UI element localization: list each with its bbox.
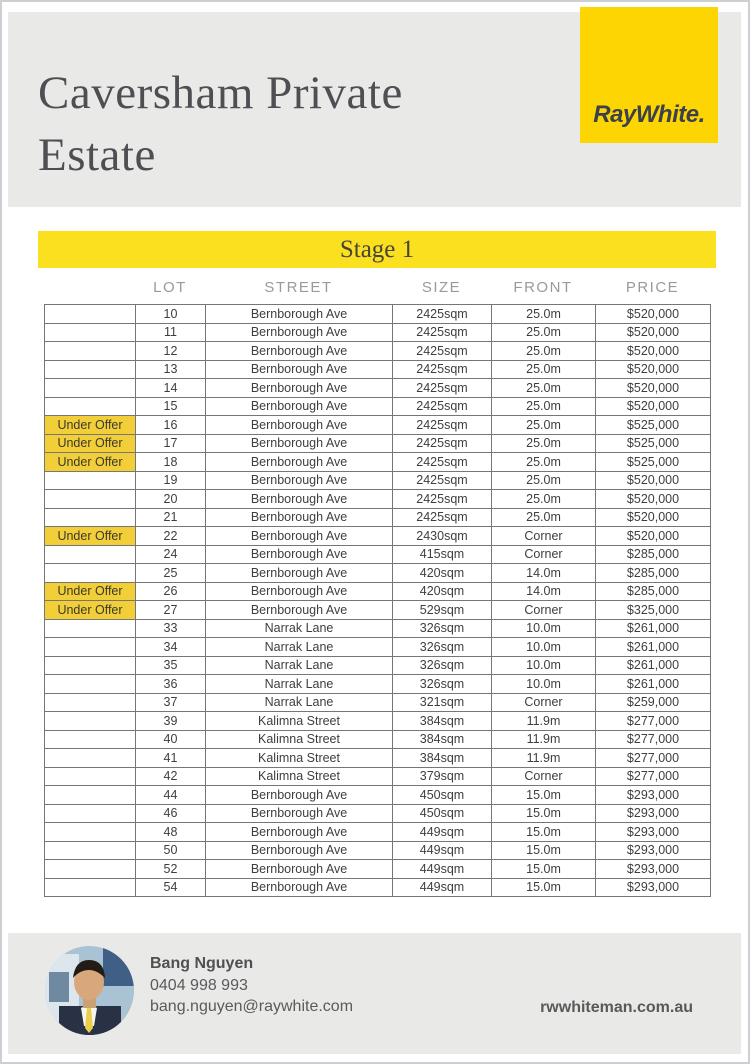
lot-cell: 16: [136, 416, 206, 435]
street-cell: Narrak Lane: [206, 675, 393, 694]
street-cell: Narrak Lane: [206, 656, 393, 675]
size-cell: 420sqm: [393, 564, 492, 583]
lot-cell: 41: [136, 749, 206, 768]
price-cell: $520,000: [596, 360, 711, 379]
lot-cell: 39: [136, 712, 206, 731]
lot-cell: 25: [136, 564, 206, 583]
front-cell: 15.0m: [492, 878, 596, 897]
table-row: [45, 601, 711, 620]
lot-cell: 22: [136, 527, 206, 546]
lots-table: [44, 304, 711, 897]
street-cell: Kalimna Street: [206, 749, 393, 768]
front-cell: 10.0m: [492, 638, 596, 657]
price-cell: $259,000: [596, 693, 711, 712]
status-cell: [45, 545, 136, 564]
price-cell: $525,000: [596, 416, 711, 435]
price-cell: $520,000: [596, 379, 711, 398]
status-cell: [45, 508, 136, 527]
size-cell: 415sqm: [393, 545, 492, 564]
lot-cell: 17: [136, 434, 206, 453]
agent-photo: [45, 946, 134, 1035]
front-cell: 14.0m: [492, 564, 596, 583]
street-cell: Bernborough Ave: [206, 397, 393, 416]
front-cell: Corner: [492, 601, 596, 620]
column-header-size: SIZE: [421, 279, 462, 296]
size-cell: 2425sqm: [393, 416, 492, 435]
front-cell: Corner: [492, 545, 596, 564]
status-cell: [45, 786, 136, 805]
front-cell: 10.0m: [492, 656, 596, 675]
price-cell: $293,000: [596, 823, 711, 842]
size-cell: 2425sqm: [393, 453, 492, 472]
front-cell: 25.0m: [492, 434, 596, 453]
column-header-street: STREET: [264, 279, 333, 296]
price-cell: $520,000: [596, 323, 711, 342]
front-cell: 14.0m: [492, 582, 596, 601]
table-row: [45, 379, 711, 398]
front-cell: 15.0m: [492, 804, 596, 823]
front-cell: 25.0m: [492, 508, 596, 527]
price-cell: $293,000: [596, 804, 711, 823]
street-cell: Kalimna Street: [206, 767, 393, 786]
table-row: [45, 323, 711, 342]
lot-cell: 14: [136, 379, 206, 398]
size-cell: 384sqm: [393, 749, 492, 768]
table-row: [45, 656, 711, 675]
status-cell: [45, 823, 136, 842]
lot-cell: 42: [136, 767, 206, 786]
lot-cell: 46: [136, 804, 206, 823]
lot-cell: 26: [136, 582, 206, 601]
street-cell: Bernborough Ave: [206, 823, 393, 842]
table-row: [45, 619, 711, 638]
price-cell: $285,000: [596, 582, 711, 601]
agent-email[interactable]: bang.nguyen@raywhite.com: [150, 998, 354, 1015]
size-cell: 2425sqm: [393, 379, 492, 398]
street-cell: Kalimna Street: [206, 730, 393, 749]
street-cell: Bernborough Ave: [206, 490, 393, 509]
table-row: [45, 434, 711, 453]
street-cell: Bernborough Ave: [206, 582, 393, 601]
agency-website[interactable]: rwwhiteman.com.au: [540, 999, 693, 1016]
size-cell: 420sqm: [393, 582, 492, 601]
lot-cell: 37: [136, 693, 206, 712]
table-row: [45, 860, 711, 879]
street-cell: Bernborough Ave: [206, 453, 393, 472]
lot-cell: 44: [136, 786, 206, 805]
lot-cell: 34: [136, 638, 206, 657]
table-row: [45, 767, 711, 786]
price-cell: $261,000: [596, 656, 711, 675]
table-row: [45, 712, 711, 731]
column-header-spacer: [44, 276, 135, 300]
size-cell: 449sqm: [393, 823, 492, 842]
price-cell: $520,000: [596, 508, 711, 527]
raywhite-logo-text: RayWhite.: [593, 101, 705, 128]
lot-cell: 48: [136, 823, 206, 842]
price-cell: $293,000: [596, 878, 711, 897]
status-cell: [45, 693, 136, 712]
price-cell: $293,000: [596, 786, 711, 805]
status-cell: [45, 379, 136, 398]
size-cell: 2425sqm: [393, 397, 492, 416]
page-footer: [8, 933, 741, 1054]
lot-cell: 40: [136, 730, 206, 749]
lot-cell: 52: [136, 860, 206, 879]
street-cell: Kalimna Street: [206, 712, 393, 731]
column-header-front: FRONT: [513, 279, 573, 296]
status-cell: [45, 767, 136, 786]
status-cell: [45, 656, 136, 675]
status-cell: [45, 841, 136, 860]
size-cell: 2425sqm: [393, 323, 492, 342]
price-cell: $277,000: [596, 712, 711, 731]
street-cell: Bernborough Ave: [206, 508, 393, 527]
size-cell: 529sqm: [393, 601, 492, 620]
front-cell: 25.0m: [492, 397, 596, 416]
street-cell: Bernborough Ave: [206, 416, 393, 435]
under-offer-badge: Under Offer: [45, 601, 136, 620]
front-cell: 25.0m: [492, 323, 596, 342]
front-cell: 15.0m: [492, 841, 596, 860]
status-cell: [45, 471, 136, 490]
price-cell: $525,000: [596, 453, 711, 472]
front-cell: 11.9m: [492, 749, 596, 768]
street-cell: Bernborough Ave: [206, 527, 393, 546]
under-offer-badge: Under Offer: [45, 453, 136, 472]
front-cell: 10.0m: [492, 675, 596, 694]
lot-cell: 24: [136, 545, 206, 564]
front-cell: 25.0m: [492, 471, 596, 490]
price-cell: $520,000: [596, 527, 711, 546]
street-cell: Bernborough Ave: [206, 342, 393, 361]
street-cell: Bernborough Ave: [206, 471, 393, 490]
table-column-headers: [44, 276, 710, 300]
front-cell: 25.0m: [492, 416, 596, 435]
column-header-lot: LOT: [153, 279, 187, 296]
lot-cell: 27: [136, 601, 206, 620]
front-cell: 25.0m: [492, 360, 596, 379]
price-cell: $520,000: [596, 490, 711, 509]
column-header-price: PRICE: [625, 279, 680, 296]
status-cell: [45, 749, 136, 768]
lot-cell: 13: [136, 360, 206, 379]
front-cell: 25.0m: [492, 453, 596, 472]
status-cell: [45, 730, 136, 749]
front-cell: 11.9m: [492, 712, 596, 731]
price-cell: $261,000: [596, 675, 711, 694]
price-cell: $261,000: [596, 638, 711, 657]
size-cell: 450sqm: [393, 786, 492, 805]
size-cell: 384sqm: [393, 730, 492, 749]
table-row: [45, 878, 711, 897]
street-cell: Bernborough Ave: [206, 564, 393, 583]
size-cell: 326sqm: [393, 619, 492, 638]
status-cell: [45, 619, 136, 638]
size-cell: 2425sqm: [393, 360, 492, 379]
agent-name: Bang Nguyen: [150, 955, 254, 972]
street-cell: Bernborough Ave: [206, 601, 393, 620]
front-cell: 15.0m: [492, 786, 596, 805]
table-row: [45, 638, 711, 657]
lot-cell: 33: [136, 619, 206, 638]
front-cell: Corner: [492, 527, 596, 546]
front-cell: 15.0m: [492, 860, 596, 879]
size-cell: 379sqm: [393, 767, 492, 786]
status-cell: [45, 712, 136, 731]
front-cell: 25.0m: [492, 379, 596, 398]
size-cell: 449sqm: [393, 841, 492, 860]
status-cell: [45, 860, 136, 879]
price-cell: $520,000: [596, 342, 711, 361]
status-cell: [45, 342, 136, 361]
table-row: [45, 545, 711, 564]
size-cell: 449sqm: [393, 860, 492, 879]
front-cell: 25.0m: [492, 342, 596, 361]
table-row: [45, 471, 711, 490]
table-row: [45, 730, 711, 749]
raywhite-logo: [580, 7, 718, 143]
table-row: [45, 397, 711, 416]
street-cell: Bernborough Ave: [206, 878, 393, 897]
price-cell: $277,000: [596, 730, 711, 749]
lot-cell: 36: [136, 675, 206, 694]
table-row: [45, 342, 711, 361]
price-cell: $520,000: [596, 471, 711, 490]
street-cell: Narrak Lane: [206, 693, 393, 712]
price-cell: $277,000: [596, 767, 711, 786]
table-row: [45, 360, 711, 379]
price-cell: $261,000: [596, 619, 711, 638]
front-cell: 25.0m: [492, 490, 596, 509]
lot-cell: 10: [136, 305, 206, 324]
status-cell: [45, 564, 136, 583]
size-cell: 2425sqm: [393, 305, 492, 324]
table-row: [45, 693, 711, 712]
front-cell: 25.0m: [492, 305, 596, 324]
size-cell: 2430sqm: [393, 527, 492, 546]
price-cell: $525,000: [596, 434, 711, 453]
status-cell: [45, 490, 136, 509]
street-cell: Bernborough Ave: [206, 434, 393, 453]
status-cell: [45, 878, 136, 897]
table-row: [45, 582, 711, 601]
street-cell: Bernborough Ave: [206, 804, 393, 823]
table-row: [45, 305, 711, 324]
table-row: [45, 841, 711, 860]
status-cell: [45, 638, 136, 657]
table-row: [45, 490, 711, 509]
table-row: [45, 453, 711, 472]
lot-cell: 21: [136, 508, 206, 527]
size-cell: 449sqm: [393, 878, 492, 897]
under-offer-badge: Under Offer: [45, 416, 136, 435]
price-cell: $293,000: [596, 860, 711, 879]
size-cell: 326sqm: [393, 675, 492, 694]
street-cell: Bernborough Ave: [206, 305, 393, 324]
table-row: [45, 804, 711, 823]
size-cell: 2425sqm: [393, 508, 492, 527]
size-cell: 326sqm: [393, 638, 492, 657]
agent-contact: [150, 953, 353, 1018]
status-cell: [45, 305, 136, 324]
table-row: [45, 527, 711, 546]
street-cell: Bernborough Ave: [206, 323, 393, 342]
size-cell: 384sqm: [393, 712, 492, 731]
street-cell: Narrak Lane: [206, 619, 393, 638]
lot-cell: 11: [136, 323, 206, 342]
front-cell: Corner: [492, 767, 596, 786]
lot-cell: 35: [136, 656, 206, 675]
lot-cell: 12: [136, 342, 206, 361]
street-cell: Narrak Lane: [206, 638, 393, 657]
status-cell: [45, 397, 136, 416]
table-row: [45, 508, 711, 527]
price-cell: $520,000: [596, 305, 711, 324]
stage-banner: [38, 231, 716, 268]
lot-cell: 19: [136, 471, 206, 490]
table-row: [45, 675, 711, 694]
price-cell: $277,000: [596, 749, 711, 768]
size-cell: 2425sqm: [393, 342, 492, 361]
front-cell: 11.9m: [492, 730, 596, 749]
size-cell: 2425sqm: [393, 471, 492, 490]
table-row: [45, 749, 711, 768]
lot-cell: 50: [136, 841, 206, 860]
under-offer-badge: Under Offer: [45, 582, 136, 601]
street-cell: Bernborough Ave: [206, 860, 393, 879]
under-offer-badge: Under Offer: [45, 434, 136, 453]
agent-phone[interactable]: 0404 998 993: [150, 976, 248, 994]
street-cell: Bernborough Ave: [206, 786, 393, 805]
lot-cell: 20: [136, 490, 206, 509]
size-cell: 321sqm: [393, 693, 492, 712]
table-row: [45, 416, 711, 435]
agent-avatar: [45, 946, 134, 1035]
price-cell: $285,000: [596, 545, 711, 564]
street-cell: Bernborough Ave: [206, 360, 393, 379]
lot-cell: 15: [136, 397, 206, 416]
front-cell: 10.0m: [492, 619, 596, 638]
status-cell: [45, 675, 136, 694]
lot-cell: 18: [136, 453, 206, 472]
size-cell: 326sqm: [393, 656, 492, 675]
street-cell: Bernborough Ave: [206, 379, 393, 398]
table-row: [45, 786, 711, 805]
under-offer-badge: Under Offer: [45, 527, 136, 546]
price-cell: $293,000: [596, 841, 711, 860]
street-cell: Bernborough Ave: [206, 545, 393, 564]
size-cell: 2425sqm: [393, 434, 492, 453]
street-cell: Bernborough Ave: [206, 841, 393, 860]
lot-cell: 54: [136, 878, 206, 897]
front-cell: 15.0m: [492, 823, 596, 842]
price-cell: $325,000: [596, 601, 711, 620]
size-cell: 2425sqm: [393, 490, 492, 509]
table-row: [45, 823, 711, 842]
status-cell: [45, 804, 136, 823]
price-cell: $285,000: [596, 564, 711, 583]
status-cell: [45, 323, 136, 342]
stage-banner-label: Stage 1: [339, 235, 415, 263]
status-cell: [45, 360, 136, 379]
price-cell: $520,000: [596, 397, 711, 416]
table-row: [45, 564, 711, 583]
page-title: Caversham Private Estate: [38, 67, 403, 181]
front-cell: Corner: [492, 693, 596, 712]
size-cell: 450sqm: [393, 804, 492, 823]
